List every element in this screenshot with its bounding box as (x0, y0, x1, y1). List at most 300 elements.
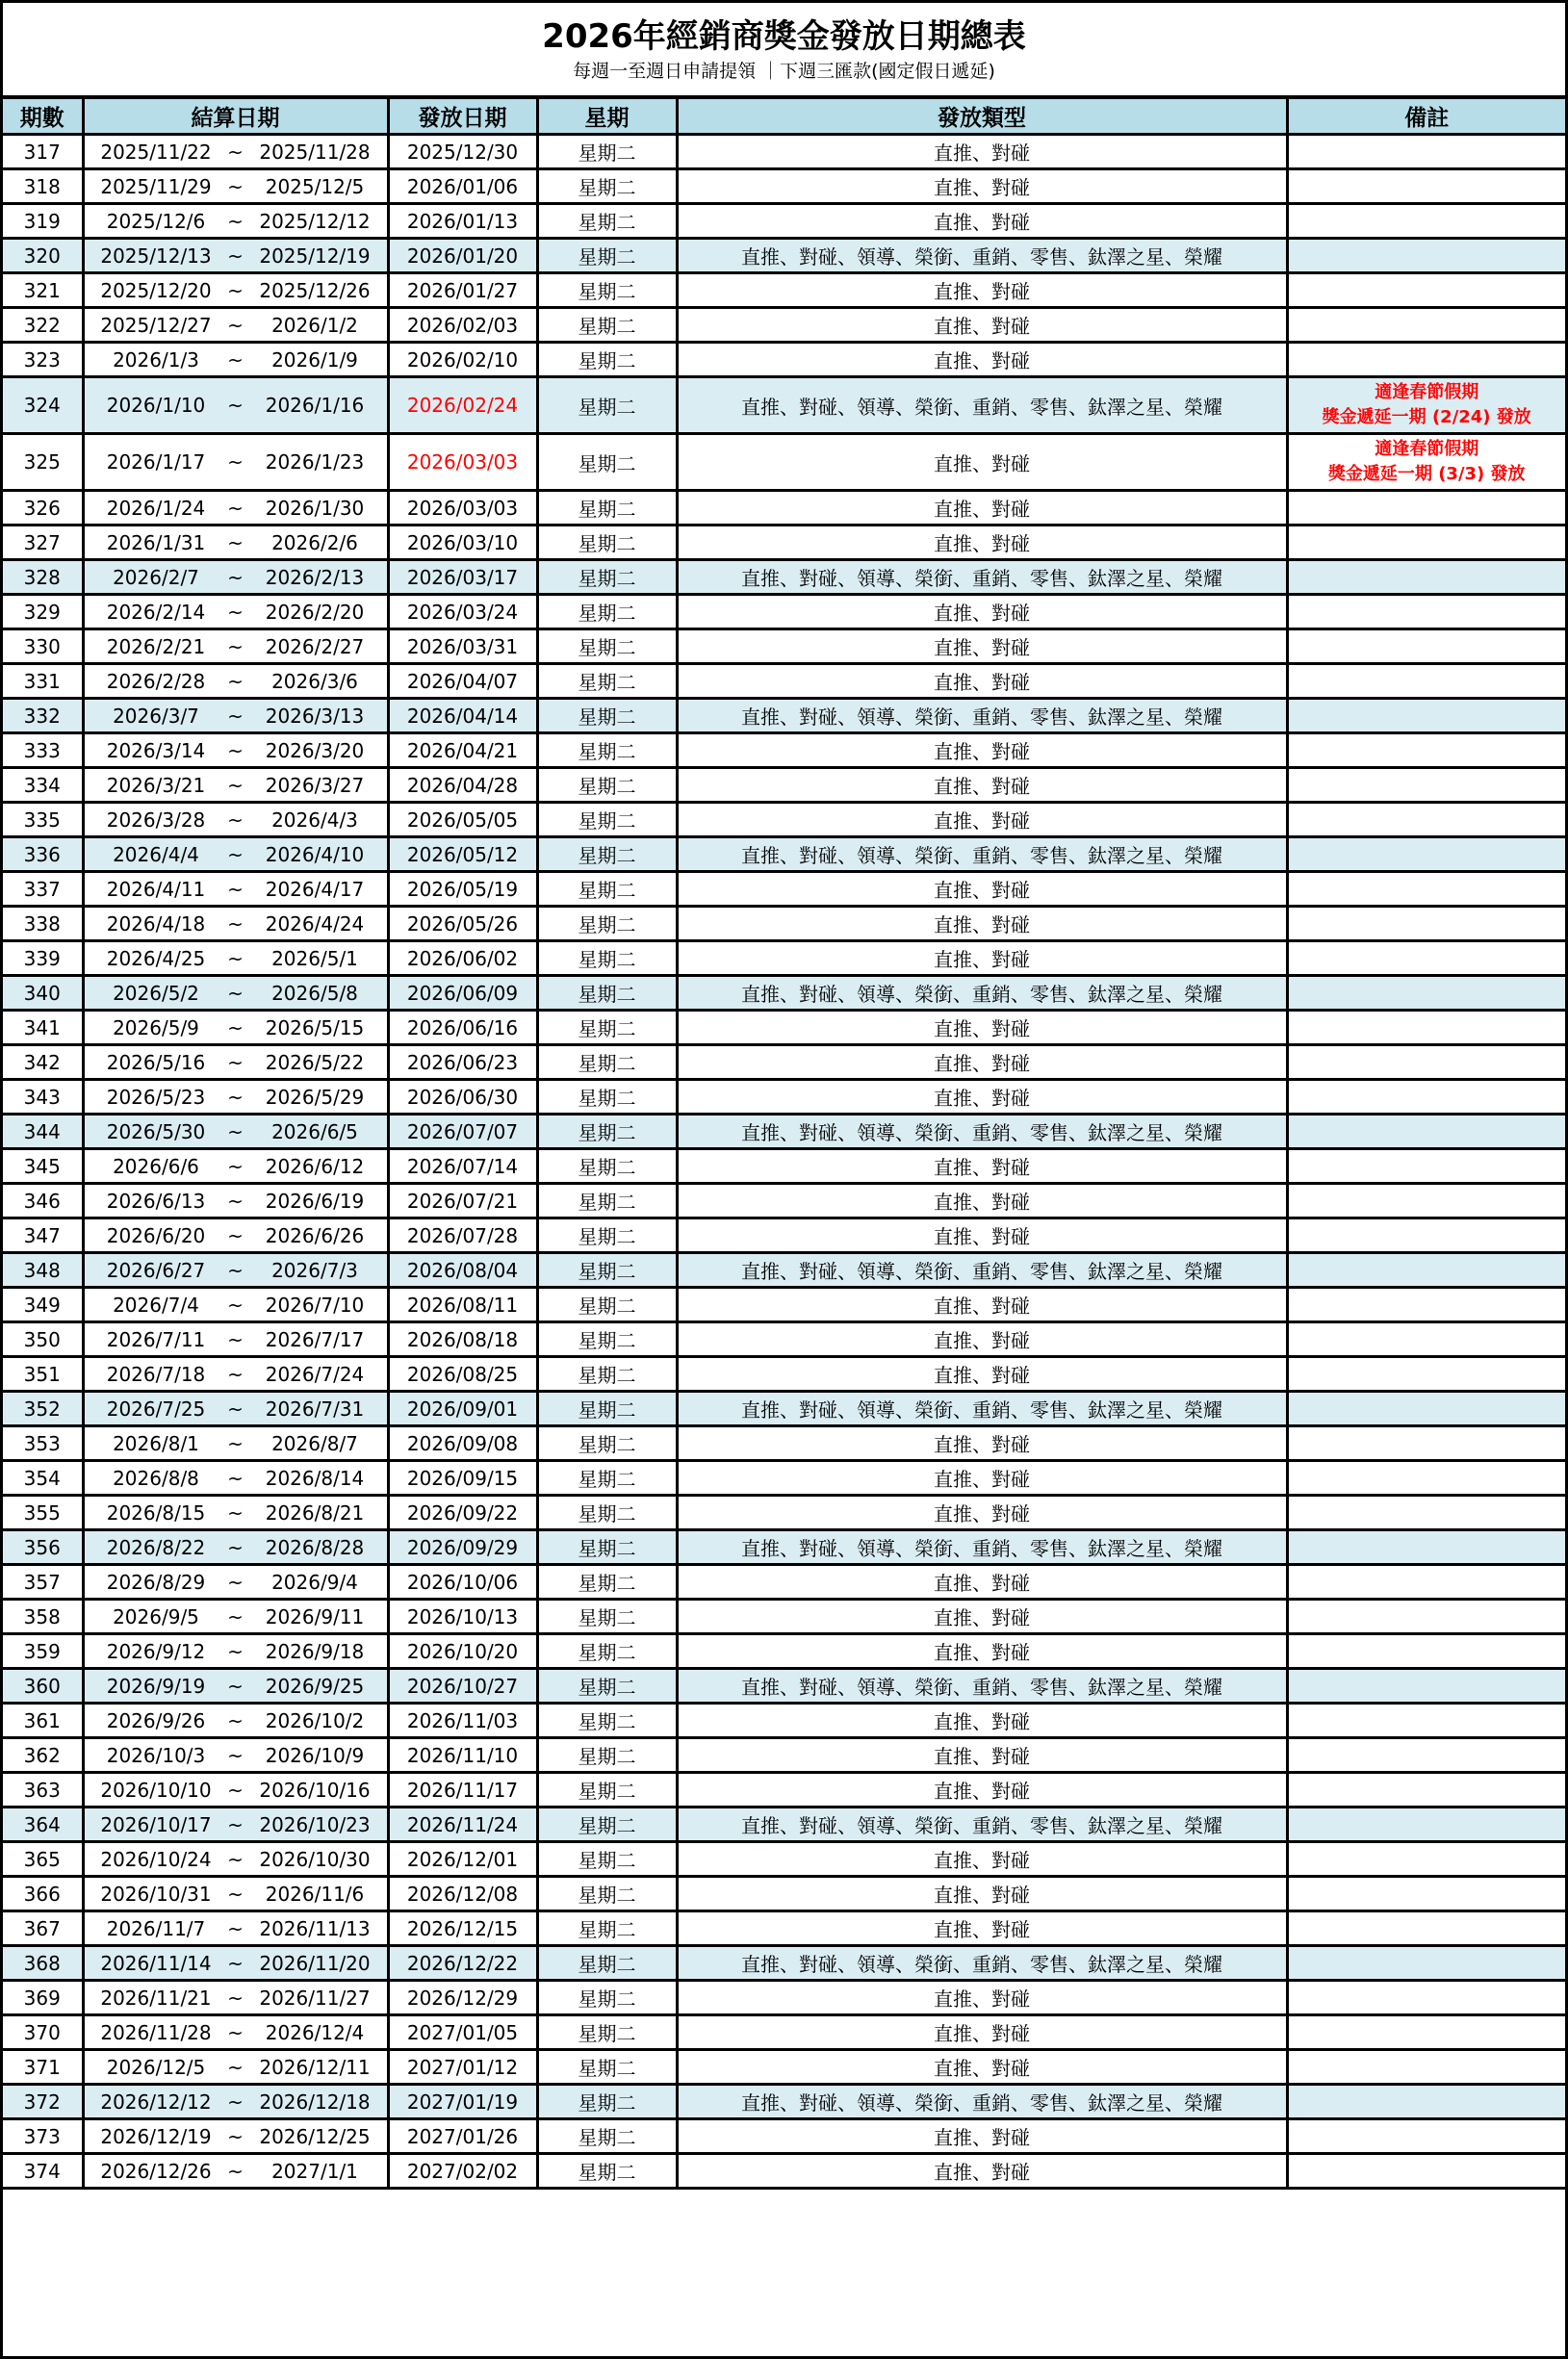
settlement-range-cell (83, 1773, 388, 1808)
weekday-cell: 星期二 (537, 2119, 677, 2154)
settlement-range-cell (83, 239, 388, 273)
payout-type-cell: 直推、對碰 (677, 1600, 1287, 1634)
weekday-cell: 星期二 (537, 1080, 677, 1115)
settlement-range-cell (83, 1288, 388, 1322)
settlement-range-cell (83, 629, 388, 664)
range-start: 2026/3/28 (106, 808, 206, 832)
period-cell: 333 (3, 733, 83, 768)
range-start: 2026/12/19 (100, 2124, 212, 2148)
weekday-cell: 星期二 (537, 1600, 677, 1634)
table-row (3, 837, 1565, 872)
range-separator: ~ (227, 1500, 244, 1525)
weekday-cell: 星期二 (537, 941, 677, 976)
period-cell: 324 (3, 377, 83, 434)
weekday-cell: 星期二 (537, 803, 677, 837)
range-separator: ~ (227, 1466, 244, 1490)
settlement-range-cell (83, 343, 388, 377)
payout-type-cell: 直推、對碰、領導、榮銜、重銷、零售、鈦澤之星、榮耀 (677, 1808, 1287, 1842)
payout-date-cell: 2026/06/23 (388, 1045, 537, 1080)
range-start: 2026/1/3 (113, 347, 199, 372)
range-start: 2026/8/15 (106, 1500, 206, 1525)
settlement-range-cell (83, 941, 388, 976)
range-separator: ~ (227, 278, 244, 302)
range-separator: ~ (227, 2090, 244, 2114)
range-end: 2026/9/25 (265, 1674, 365, 1698)
payout-date-cell: 2026/10/27 (388, 1669, 537, 1704)
range-end: 2026/1/23 (265, 450, 365, 474)
range-start: 2026/7/18 (106, 1362, 206, 1386)
payout-date-cell: 2026/07/07 (388, 1115, 537, 1149)
range-start: 2026/9/26 (106, 1708, 206, 1732)
range-start: 2026/5/23 (106, 1085, 206, 1109)
weekday-cell: 星期二 (537, 560, 677, 595)
payout-type-cell: 直推、對碰 (677, 872, 1287, 907)
remarks-cell (1287, 1704, 1565, 1738)
settlement-range-cell (83, 595, 388, 629)
weekday-cell: 星期二 (537, 629, 677, 664)
settlement-range-cell (83, 803, 388, 837)
payout-date-cell: 2026/04/21 (388, 733, 537, 768)
payout-type-cell: 直推、對碰 (677, 1322, 1287, 1357)
table-row (3, 872, 1565, 907)
remarks-cell (1287, 204, 1565, 239)
range-end: 2026/3/6 (271, 669, 358, 693)
settlement-range-cell (83, 1357, 388, 1392)
weekday-cell: 星期二 (537, 1218, 677, 1253)
remarks-cell (1287, 907, 1565, 941)
period-cell: 346 (3, 1184, 83, 1218)
schedule-table (3, 99, 1565, 2190)
table-row (3, 629, 1565, 664)
table-row (3, 560, 1565, 595)
settlement-range-cell (83, 1530, 388, 1565)
payout-type-cell: 直推、對碰 (677, 491, 1287, 526)
period-cell: 342 (3, 1045, 83, 1080)
range-start: 2026/7/11 (106, 1327, 206, 1351)
payout-date-cell: 2026/04/14 (388, 699, 537, 733)
period-cell: 343 (3, 1080, 83, 1115)
range-end: 2026/7/31 (265, 1397, 365, 1421)
period-cell: 320 (3, 239, 83, 273)
table-row (3, 1565, 1565, 1600)
period-cell: 374 (3, 2154, 83, 2189)
payout-type-cell: 直推、對碰 (677, 1877, 1287, 1911)
weekday-cell: 星期二 (537, 1392, 677, 1426)
payout-type-cell: 直推、對碰 (677, 733, 1287, 768)
period-cell: 336 (3, 837, 83, 872)
table-row (3, 733, 1565, 768)
remarks-cell (1287, 803, 1565, 837)
range-separator: ~ (227, 773, 244, 797)
period-cell: 350 (3, 1322, 83, 1357)
remarks-cell (1287, 135, 1565, 169)
table-row (3, 1634, 1565, 1669)
weekday-cell: 星期二 (537, 1426, 677, 1461)
settlement-range-cell (83, 733, 388, 768)
range-separator: ~ (227, 1050, 244, 1074)
range-separator: ~ (227, 394, 244, 417)
payout-date-cell: 2026/08/04 (388, 1253, 537, 1288)
settlement-range-cell (83, 560, 388, 595)
payout-date-cell: 2026/12/29 (388, 1981, 537, 2015)
payout-date-cell: 2026/09/08 (388, 1426, 537, 1461)
settlement-range-cell (83, 169, 388, 204)
range-start: 2026/10/17 (100, 1812, 212, 1836)
period-cell: 371 (3, 2050, 83, 2085)
range-end: 2026/11/20 (259, 1951, 371, 1975)
payout-type-cell: 直推、對碰 (677, 1496, 1287, 1530)
range-end: 2026/4/17 (265, 877, 365, 901)
remarks-cell (1287, 1149, 1565, 1184)
remarks-cell (1287, 733, 1565, 768)
settlement-range-cell (83, 1634, 388, 1669)
period-cell: 362 (3, 1738, 83, 1773)
settlement-range-cell (83, 2119, 388, 2154)
table-row (3, 907, 1565, 941)
payout-type-cell: 直推、對碰、領導、榮銜、重銷、零售、鈦澤之星、榮耀 (677, 699, 1287, 733)
remarks-cell (1287, 343, 1565, 377)
range-separator: ~ (227, 808, 244, 832)
remarks-cell (1287, 872, 1565, 907)
range-start: 2026/4/11 (106, 877, 206, 901)
range-start: 2026/12/12 (100, 2090, 212, 2114)
settlement-range-cell (83, 1218, 388, 1253)
remarks-cell (1287, 560, 1565, 595)
remarks-cell (1287, 2154, 1565, 2189)
range-separator: ~ (227, 1397, 244, 1421)
table-row (3, 1981, 1565, 2015)
remarks-cell (1287, 699, 1565, 733)
table-row (3, 1115, 1565, 1149)
remarks-cell (1287, 1669, 1565, 1704)
settlement-range-cell (83, 135, 388, 169)
weekday-cell: 星期二 (537, 1496, 677, 1530)
period-cell: 322 (3, 308, 83, 343)
range-end: 2025/11/28 (259, 140, 371, 164)
settlement-range-cell (83, 1184, 388, 1218)
table-row (3, 1669, 1565, 1704)
range-start: 2025/12/13 (100, 244, 212, 268)
range-separator: ~ (227, 347, 244, 372)
page-subtitle: 每週一至週日申請提領 ｜下週三匯款(國定假日遞延) (573, 61, 995, 82)
range-separator: ~ (227, 174, 244, 198)
payout-date-cell: 2026/10/06 (388, 1565, 537, 1600)
range-separator: ~ (227, 140, 244, 164)
remarks-cell (1287, 1288, 1565, 1322)
remarks-cell (1287, 768, 1565, 803)
range-start: 2026/4/4 (113, 842, 199, 866)
weekday-cell: 星期二 (537, 308, 677, 343)
remarks-cell (1287, 1322, 1565, 1357)
weekday-cell: 星期二 (537, 872, 677, 907)
remarks-cell (1287, 1946, 1565, 1981)
table-row (3, 343, 1565, 377)
table-row (3, 377, 1565, 434)
range-end: 2026/5/22 (265, 1050, 365, 1074)
col-header-payout-date: 發放日期 (388, 99, 537, 135)
remarks-cell (1287, 1461, 1565, 1496)
remarks-cell (1287, 2050, 1565, 2085)
table-row (3, 595, 1565, 629)
period-cell: 361 (3, 1704, 83, 1738)
period-cell: 339 (3, 941, 83, 976)
weekday-cell: 星期二 (537, 434, 677, 491)
range-end: 2026/3/13 (265, 704, 365, 728)
remarks-cell (1287, 1808, 1565, 1842)
payout-type-cell: 直推、對碰 (677, 1288, 1287, 1322)
payout-date-cell: 2026/11/03 (388, 1704, 537, 1738)
weekday-cell: 星期二 (537, 768, 677, 803)
sheet-header (3, 3, 1565, 99)
settlement-range-cell (83, 1704, 388, 1738)
table-row (3, 434, 1565, 491)
range-start: 2026/10/24 (100, 1847, 212, 1871)
payout-type-cell: 直推、對碰 (677, 1565, 1287, 1600)
table-row (3, 526, 1565, 560)
range-end: 2026/9/18 (265, 1639, 365, 1663)
remarks-cell (1287, 1253, 1565, 1288)
period-cell: 331 (3, 664, 83, 699)
payout-type-cell: 直推、對碰 (677, 941, 1287, 976)
range-end: 2026/2/6 (271, 530, 358, 554)
payout-type-cell: 直推、對碰 (677, 2015, 1287, 2050)
payout-type-cell: 直推、對碰 (677, 204, 1287, 239)
period-cell: 352 (3, 1392, 83, 1426)
range-start: 2026/2/28 (106, 669, 206, 693)
settlement-range-cell (83, 1842, 388, 1877)
period-cell: 340 (3, 976, 83, 1011)
range-separator: ~ (227, 209, 244, 233)
range-start: 2026/10/3 (106, 1743, 206, 1767)
range-separator: ~ (227, 738, 244, 762)
weekday-cell: 星期二 (537, 1461, 677, 1496)
range-separator: ~ (227, 1293, 244, 1317)
range-end: 2026/5/8 (271, 981, 358, 1005)
period-cell: 325 (3, 434, 83, 491)
remark-note (1289, 380, 1566, 430)
settlement-range-cell (83, 1877, 388, 1911)
range-end: 2026/7/3 (271, 1258, 358, 1282)
range-separator: ~ (227, 1986, 244, 2010)
range-end: 2026/2/20 (265, 600, 365, 624)
payout-date-cell: 2026/09/22 (388, 1496, 537, 1530)
payout-date-cell: 2026/07/21 (388, 1184, 537, 1218)
range-separator: ~ (227, 1362, 244, 1386)
payout-date-cell: 2026/12/15 (388, 1911, 537, 1946)
range-end: 2027/1/1 (271, 2159, 358, 2183)
settlement-range-cell (83, 1669, 388, 1704)
settlement-range-cell (83, 1981, 388, 2015)
remark-note (1289, 437, 1566, 487)
table-row (3, 204, 1565, 239)
page-title: 2026年經銷商獎金發放日期總表 (542, 17, 1026, 56)
table-row (3, 1253, 1565, 1288)
range-start: 2026/5/30 (106, 1119, 206, 1143)
payout-date-cell: 2026/02/03 (388, 308, 537, 343)
payout-type-cell: 直推、對碰 (677, 2050, 1287, 2085)
weekday-cell: 星期二 (537, 491, 677, 526)
range-end: 2025/12/19 (259, 244, 371, 268)
remarks-cell (1287, 1011, 1565, 1045)
period-cell: 344 (3, 1115, 83, 1149)
weekday-cell: 星期二 (537, 1115, 677, 1149)
payout-date-cell: 2026/04/07 (388, 664, 537, 699)
range-start: 2026/1/24 (106, 496, 206, 520)
range-end: 2026/1/2 (271, 313, 358, 337)
payout-type-cell: 直推、對碰 (677, 2119, 1287, 2154)
settlement-range-cell (83, 1600, 388, 1634)
weekday-cell: 星期二 (537, 837, 677, 872)
settlement-range-cell (83, 1080, 388, 1115)
range-separator: ~ (227, 1674, 244, 1698)
settlement-range-cell (83, 1115, 388, 1149)
payout-date-cell: 2026/03/03 (388, 491, 537, 526)
payout-type-cell: 直推、對碰 (677, 1634, 1287, 1669)
payout-type-cell: 直推、對碰、領導、榮銜、重銷、零售、鈦澤之星、榮耀 (677, 1669, 1287, 1704)
payout-date-cell: 2026/06/30 (388, 1080, 537, 1115)
weekday-cell: 星期二 (537, 595, 677, 629)
payout-date-cell: 2026/07/14 (388, 1149, 537, 1184)
payout-date-cell: 2026/01/20 (388, 239, 537, 273)
payout-type-cell: 直推、對碰 (677, 1357, 1287, 1392)
range-start: 2026/5/9 (113, 1015, 199, 1039)
range-end: 2025/12/26 (259, 278, 371, 302)
weekday-cell: 星期二 (537, 1184, 677, 1218)
range-start: 2026/1/10 (106, 394, 206, 417)
table-row (3, 2050, 1565, 2085)
payout-type-cell: 直推、對碰 (677, 1184, 1287, 1218)
payout-date-cell: 2026/03/17 (388, 560, 537, 595)
payout-date-cell: 2026/06/09 (388, 976, 537, 1011)
payout-type-cell: 直推、對碰 (677, 1461, 1287, 1496)
weekday-cell: 星期二 (537, 1322, 677, 1357)
range-end: 2026/10/16 (259, 1778, 371, 1802)
table-row (3, 1045, 1565, 1080)
remarks-cell (1287, 1184, 1565, 1218)
weekday-cell: 星期二 (537, 1877, 677, 1911)
range-separator: ~ (227, 1708, 244, 1732)
weekday-cell: 星期二 (537, 1946, 677, 1981)
table-row (3, 2085, 1565, 2119)
remarks-cell (1287, 595, 1565, 629)
payout-date-cell: 2026/12/01 (388, 1842, 537, 1877)
payout-type-cell: 直推、對碰 (677, 1842, 1287, 1877)
period-cell: 347 (3, 1218, 83, 1253)
payout-date-cell: 2026/06/16 (388, 1011, 537, 1045)
range-separator: ~ (227, 1535, 244, 1559)
range-end: 2026/12/18 (259, 2090, 371, 2114)
payout-type-cell: 直推、對碰 (677, 1011, 1287, 1045)
table-row (3, 1773, 1565, 1808)
table-row (3, 1946, 1565, 1981)
range-end: 2026/7/10 (265, 1293, 365, 1317)
settlement-range-cell (83, 768, 388, 803)
range-end: 2026/9/4 (271, 1570, 358, 1594)
range-start: 2026/11/7 (106, 1916, 206, 1940)
payout-type-cell: 直推、對碰 (677, 1981, 1287, 2015)
remark-line: 適逢春節假期 (1375, 382, 1479, 402)
payout-type-cell: 直推、對碰、領導、榮銜、重銷、零售、鈦澤之星、榮耀 (677, 377, 1287, 434)
payout-type-cell: 直推、對碰 (677, 768, 1287, 803)
range-separator: ~ (227, 1015, 244, 1039)
range-separator: ~ (227, 669, 244, 693)
payout-type-cell: 直推、對碰 (677, 1218, 1287, 1253)
range-separator: ~ (227, 1119, 244, 1143)
payout-type-cell: 直推、對碰 (677, 273, 1287, 308)
period-cell: 317 (3, 135, 83, 169)
payout-date-cell: 2026/10/20 (388, 1634, 537, 1669)
range-end: 2026/8/14 (265, 1466, 365, 1490)
settlement-range-cell (83, 1946, 388, 1981)
range-start: 2026/2/14 (106, 600, 206, 624)
weekday-cell: 星期二 (537, 377, 677, 434)
payout-date-cell: 2026/07/28 (388, 1218, 537, 1253)
payout-type-cell: 直推、對碰、領導、榮銜、重銷、零售、鈦澤之星、榮耀 (677, 2085, 1287, 2119)
range-end: 2026/2/13 (265, 565, 365, 589)
weekday-cell: 星期二 (537, 699, 677, 733)
settlement-range-cell (83, 907, 388, 941)
range-end: 2025/12/12 (259, 209, 371, 233)
range-start: 2025/12/20 (100, 278, 212, 302)
table-row (3, 976, 1565, 1011)
remarks-cell (1287, 1080, 1565, 1115)
table-row (3, 1461, 1565, 1496)
payout-date-cell: 2026/11/10 (388, 1738, 537, 1773)
remarks-cell (1287, 1115, 1565, 1149)
weekday-cell: 星期二 (537, 976, 677, 1011)
table-row (3, 1911, 1565, 1946)
range-start: 2026/9/19 (106, 1674, 206, 1698)
settlement-range-cell (83, 1426, 388, 1461)
settlement-range-cell (83, 1045, 388, 1080)
weekday-cell: 星期二 (537, 1149, 677, 1184)
range-separator: ~ (227, 450, 244, 474)
weekday-cell: 星期二 (537, 2015, 677, 2050)
range-separator: ~ (227, 1327, 244, 1351)
weekday-cell: 星期二 (537, 526, 677, 560)
period-cell: 364 (3, 1808, 83, 1842)
range-start: 2026/6/20 (106, 1223, 206, 1247)
settlement-range-cell (83, 491, 388, 526)
weekday-cell: 星期二 (537, 1011, 677, 1045)
range-start: 2026/5/2 (113, 981, 199, 1005)
remarks-cell (1287, 273, 1565, 308)
settlement-range-cell (83, 1149, 388, 1184)
range-separator: ~ (227, 1882, 244, 1906)
remarks-cell (1287, 1045, 1565, 1080)
payout-type-cell: 直推、對碰 (677, 1773, 1287, 1808)
table-row (3, 1011, 1565, 1045)
settlement-range-cell (83, 1496, 388, 1530)
remark-line: 適逢春節假期 (1375, 439, 1479, 459)
remark-line: 獎金遞延一期 (3/3) 發放 (1327, 464, 1526, 484)
range-start: 2026/12/5 (106, 2055, 206, 2079)
range-end: 2026/3/27 (265, 773, 365, 797)
payout-type-cell: 直推、對碰 (677, 1738, 1287, 1773)
range-separator: ~ (227, 1604, 244, 1628)
table-row (3, 1808, 1565, 1842)
period-cell: 334 (3, 768, 83, 803)
range-end: 2026/8/21 (265, 1500, 365, 1525)
remarks-cell (1287, 1842, 1565, 1877)
payout-type-cell: 直推、對碰 (677, 434, 1287, 491)
payout-date-cell: 2026/03/31 (388, 629, 537, 664)
range-end: 2026/7/17 (265, 1327, 365, 1351)
range-start: 2026/9/5 (113, 1604, 199, 1628)
remarks-cell (1287, 1981, 1565, 2015)
period-cell: 366 (3, 1877, 83, 1911)
range-start: 2026/8/22 (106, 1535, 206, 1559)
